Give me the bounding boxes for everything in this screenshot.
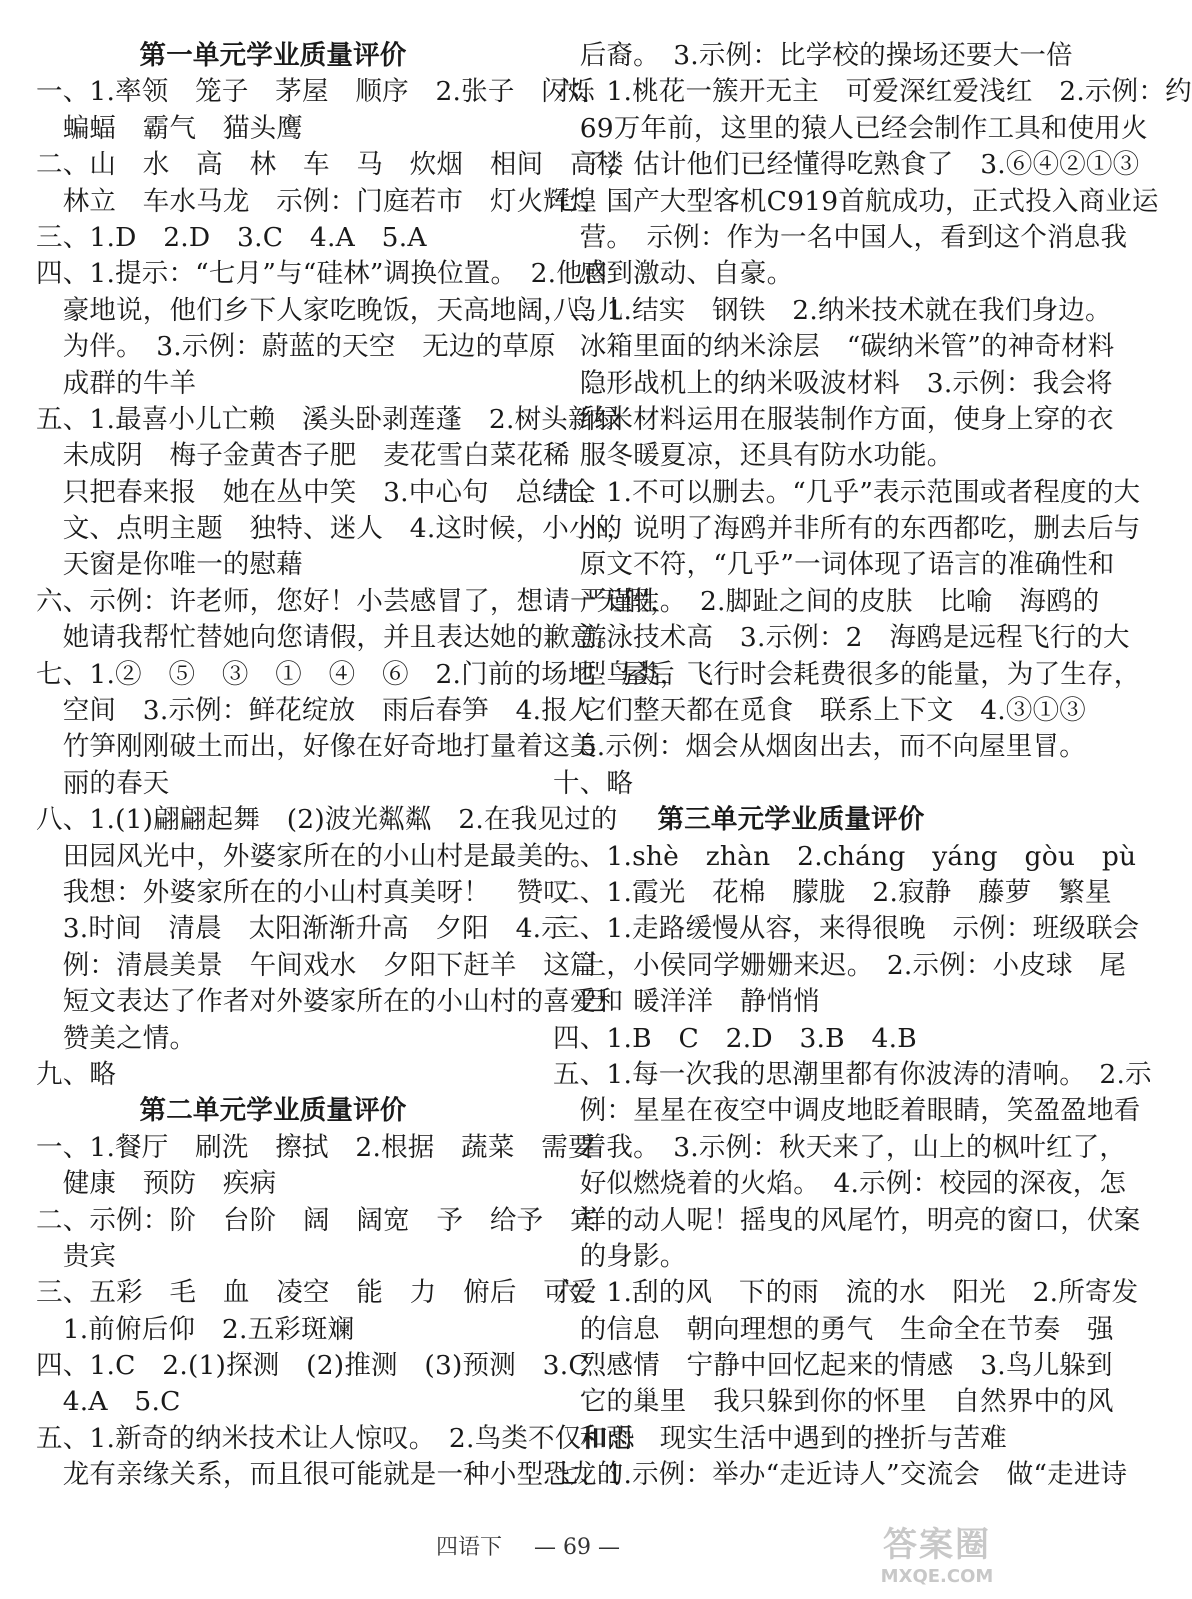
answer-line: 为伴。 3.示例：蔚蓝的天空 无边的草原 (36, 331, 556, 363)
answer-line: 六、示例：许老师，您好！小芸感冒了，想请一天假， (36, 585, 677, 617)
answer-line: 纳米材料运用在服装制作方面，使身上穿的衣 (553, 403, 1114, 435)
answer-line: 一、1.率领 笼子 茅屋 顺序 2.张子 闪烁 (36, 76, 595, 108)
section-title: 第三单元学业质量评价 (657, 804, 925, 836)
answer-line: 贵宾 (36, 1240, 117, 1272)
answer-line: 4.A 5.C (36, 1386, 181, 1418)
answer-line: 一、1.shè zhàn 2.cháng yáng gòu pù (553, 840, 1137, 872)
answer-line: 感到激动、自豪。 (553, 258, 794, 290)
section-title: 第一单元学业质量评价 (139, 40, 407, 71)
answer-line: 四、1.B C 2.D 3.B 4.B (553, 1022, 917, 1054)
answer-line: 隐形战机上的纳米吸波材料 3.示例：我会将 (553, 367, 1113, 399)
answer-line: 二、1.霞光 花棉 朦胧 2.寂静 藤萝 繁星 (553, 876, 1112, 908)
answer-line: 四、1.提示：“七月”与“硅林”调换位置。 2.他自 (36, 258, 610, 290)
answer-line: 只把春来报 她在丛中笑 3.中心句 总结全 (36, 476, 596, 508)
answer-line: 的身影。 (553, 1240, 687, 1272)
answer-line: 九、略 (36, 1058, 117, 1090)
answer-line: 未成阴 梅子金黄杏子肥 麦花雪白菜花稀 (36, 440, 570, 472)
answer-line: 着我。 3.示例：秋天来了，山上的枫叶红了， (553, 1131, 1127, 1163)
answer-line: 原文不符，“几乎”一词体现了语言的准确性和 (553, 549, 1115, 581)
section-title: 第二单元学业质量评价 (139, 1095, 407, 1127)
answer-line: 蝙蝠 霸气 猫头鹰 (36, 112, 303, 144)
answer-line: 七、1.示例：举办“走近诗人”交流会 做“走进诗 (553, 1459, 1128, 1491)
answer-line: 六、1.桃花一簇开无主 可爱深红爱浅红 2.示例：约 (553, 76, 1192, 108)
answer-line: 69万年前，这里的猿人已经会制作工具和使用火 (553, 112, 1148, 144)
answer-line: 九、1.不可以删去。“几乎”表示范围或者程度的大 (553, 476, 1141, 508)
answer-line: 上，小侯同学姗姗来迟。 2.示例：小皮球 尾 (553, 949, 1127, 981)
answer-line: 七、1.② ⑤ ③ ① ④ ⑥ 2.门前的场地 屋后 (36, 658, 675, 690)
answer-line: 二、示例：阶 台阶 阔 阔宽 予 给予 宾 (36, 1204, 597, 1236)
answer-line: 1.前俯后仰 2.五彩斑斓 (36, 1313, 355, 1345)
answer-line: 八、1.结实 钢铁 2.纳米技术就在我们身边。 (553, 294, 1112, 326)
watermark-domain: MXQE.COM (880, 1566, 994, 1587)
page-number: — 69 — (534, 1535, 620, 1560)
answer-line: 成群的牛羊 (36, 367, 197, 399)
answer-line: 她请我帮忙替她向您请假，并且表达她的歉意。 (36, 622, 624, 654)
answer-line: 短文表达了作者对外婆家所在的小山村的喜爱和 (36, 986, 624, 1018)
right-answer-column (553, 38, 1192, 1494)
answer-line: 林立 车水马龙 示例：门庭若市 灯火辉煌 (36, 185, 597, 217)
answer-line: 龙有亲缘关系，而且很可能就是一种小型恐龙的 (36, 1459, 624, 1491)
answer-line: 好似燃烧着的火焰。 4.示例：校园的深夜，怎 (553, 1168, 1127, 1200)
answer-line: 我想：外婆家所在的小山村真美呀！ 赞叹 (36, 876, 570, 908)
answer-line: 三、1.D 2.D 3.C 4.A 5.A (36, 221, 427, 253)
answer-line: 六、1.刮的风 下的雨 流的水 阳光 2.所寄发 (553, 1277, 1139, 1309)
answer-line: 型鸟类，飞行时会耗费很多的能量，为了生存， (553, 658, 1141, 690)
answer-line: 天窗是你唯一的慰藉 (36, 549, 303, 581)
answer-line: 豪地说，他们乡下人家吃晚饭，天高地阔，鸟儿 (36, 294, 624, 326)
answer-line: 样的动人呢！摇曳的风尾竹，明亮的窗口，伏案 (553, 1204, 1141, 1236)
watermark-logo-text: 答案圈 (883, 1525, 991, 1565)
answer-line: 冰箱里面的纳米涂层 “碳纳米管”的神奇材料 (553, 331, 1115, 363)
answer-line: 严谨性。 2.脚趾之间的皮肤 比喻 海鸥的 (553, 585, 1100, 617)
answer-line: 五、1.每一次我的思潮里都有你波涛的清响。 2.示 (553, 1058, 1152, 1090)
answer-line: 十、略 (553, 767, 634, 799)
watermark (852, 1517, 1022, 1587)
answer-line: 四、1.C 2.(1)探测 (2)推测 (3)预测 3.C (36, 1350, 589, 1382)
answer-line: 和雨 现实生活中遇到的挫折与苦难 (553, 1422, 1007, 1454)
answer-line: 二、山 水 高 林 车 马 炊烟 相间 高楼 (36, 149, 624, 181)
answer-line: 五、1.最喜小儿亡赖 溪头卧剥莲蓬 2.树头新绿 (36, 403, 622, 435)
answer-line: 八、1.(1)翩翩起舞 (2)波光粼粼 2.在我见过的 (36, 804, 618, 836)
answer-line: 三、五彩 毛 血 凌空 能 力 俯后 可爱 (36, 1277, 597, 1309)
answer-line: 巴 暖洋洋 静悄悄 (553, 986, 820, 1018)
answer-line: 三、1.走路缓慢从容，来得很晚 示例：班级联会 (553, 913, 1140, 945)
answer-line: 后裔。 3.示例：比学校的操场还要大一倍 (553, 40, 1073, 71)
answer-line: 空间 3.示例：鲜花绽放 雨后春笋 4.报人 (36, 695, 595, 727)
answer-line: 了，估计他们已经懂得吃熟食了 3.⑥④②①③ (553, 149, 1140, 181)
answer-line: 赞美之情。 (36, 1022, 197, 1054)
book-label: 四语下 (436, 1535, 503, 1560)
answer-line: 3.时间 清晨 太阳渐渐升高 夕阳 4.示 (36, 913, 568, 945)
answer-line: 例：清晨美景 午间戏水 夕阳下赶羊 这篇 (36, 949, 597, 981)
answer-line: 小，说明了海鸥并非所有的东西都吃，删去后与 (553, 513, 1141, 545)
answer-line: 健康 预防 疾病 (36, 1168, 277, 1200)
answer-line: 5.示例：烟会从烟囱出去，而不向屋里冒。 (553, 731, 1086, 763)
answer-line: 例：星星在夜空中调皮地眨着眼睛，笑盈盈地看 (553, 1095, 1141, 1127)
answer-line: 七、国产大型客机C919首航成功，正式投入商业运 (553, 185, 1159, 217)
answer-line: 竹笋刚刚破土而出，好像在好奇地打量着这美 (36, 731, 597, 763)
answer-line: 一、1.餐厅 刷洗 擦拭 2.根据 蔬菜 需要 (36, 1131, 595, 1163)
answer-line: 文、点明主题 独特、迷人 4.这时候，小小的 (36, 513, 623, 545)
answer-line: 它们整天都在觅食 联系上下文 4.③①③ (553, 695, 1086, 727)
answer-line: 游泳技术高 3.示例：2 海鸥是远程飞行的大 (553, 622, 1130, 654)
answer-line: 的信息 朝向理想的勇气 生命全在节奏 强 (553, 1313, 1114, 1345)
answer-line: 服冬暖夏凉，还具有防水功能。 (553, 440, 954, 472)
answer-line: 丽的春天 (36, 767, 170, 799)
answer-line: 营。 示例：作为一名中国人，看到这个消息我 (553, 221, 1128, 253)
answer-line: 五、1.新奇的纳米技术让人惊叹。 2.鸟类不仅和恐 (36, 1422, 635, 1454)
answer-line: 它的巢里 我只躲到你的怀里 自然界中的风 (553, 1386, 1114, 1418)
answer-line: 田园风光中，外婆家所在的小山村是最美的。 (36, 840, 597, 872)
answer-line: 烈感情 宁静中回忆起来的情感 3.鸟儿躲到 (553, 1350, 1113, 1382)
